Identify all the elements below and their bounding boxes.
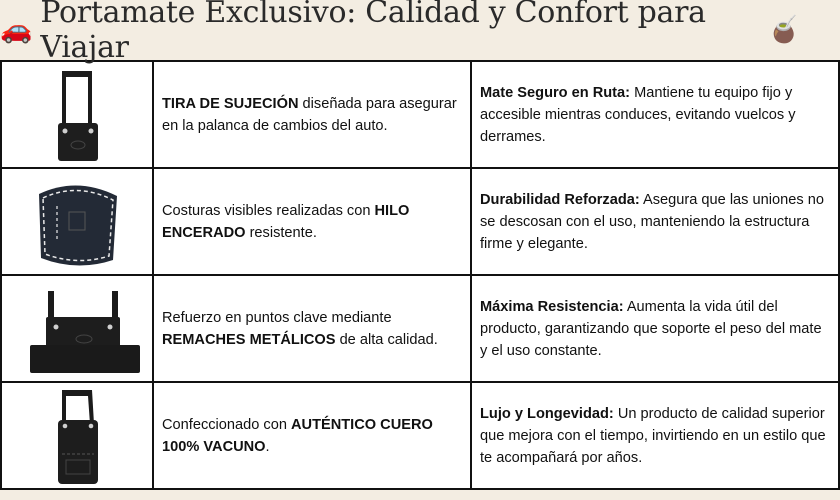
leather-holder-icon [22, 384, 132, 488]
feature-text-pre: Refuerzo en puntos clave mediante [162, 309, 392, 326]
benefit-text: Un producto de calidad superior que mejora con el tiempo, invirtiendo en un estilo que te acompañará por años. [480, 405, 826, 466]
table-row [1, 275, 839, 382]
product-image-cell [1, 382, 153, 489]
benefit-title: Durabilidad Reforzada: [480, 191, 640, 208]
strap-holder-icon [22, 65, 132, 165]
feature-cell [153, 275, 471, 382]
feature-cell [153, 382, 471, 489]
table-row [1, 168, 839, 275]
rivets-holder-icon [12, 279, 142, 379]
benefit-text: Asegura que las uniones no se descosan con el uso, manteniendo la estructura firme y elegante. [480, 191, 824, 252]
benefit-title: Mate Seguro en Ruta: [480, 84, 631, 101]
product-image-cell [1, 168, 153, 275]
feature-text-pre: Costuras visibles realizadas con [162, 202, 375, 219]
feature-highlight: HILO ENCERADO [162, 202, 410, 241]
feature-highlight: AUTÉNTICO CUERO 100% VACUNO [162, 416, 433, 455]
feature-cell [153, 168, 471, 275]
stitched-cup-icon [17, 172, 137, 272]
product-image-cell [1, 275, 153, 382]
page-header [0, 0, 800, 65]
benefit-cell [471, 61, 839, 168]
car-icon: 🚗 [0, 15, 33, 45]
benefit-cell [471, 275, 839, 382]
features-table [0, 60, 840, 490]
feature-highlight: TIRA DE SUJECIÓN [162, 95, 299, 112]
page-title: Portamate Exclusivo: Calidad y Confort para Viajar [40, 0, 706, 65]
mate-icon: 🧉 [767, 15, 800, 45]
table-row [1, 382, 839, 489]
benefit-cell [471, 168, 839, 275]
feature-highlight: REMACHES METÁLICOS [162, 331, 336, 348]
benefit-text: Mantiene tu equipo fijo y accesible mientras conduces, evitando vuelcos y derrames. [480, 84, 796, 145]
feature-text: diseñada para asegurar en la palanca de cambios del auto. [162, 95, 457, 134]
product-image-cell [1, 61, 153, 168]
feature-text: de alta calidad. [335, 331, 438, 348]
benefit-title: Lujo y Longevidad: [480, 405, 614, 422]
feature-text-pre: Confeccionado con [162, 416, 291, 433]
feature-cell [153, 61, 471, 168]
benefit-title: Máxima Resistencia: [480, 298, 624, 315]
feature-text: resistente. [245, 224, 317, 241]
table-row [1, 61, 839, 168]
benefit-cell [471, 382, 839, 489]
feature-text: . [265, 438, 270, 455]
benefit-text: Aumenta la vida útil del producto, garantizando que soporte el peso del mate y el uso constante. [480, 298, 822, 359]
